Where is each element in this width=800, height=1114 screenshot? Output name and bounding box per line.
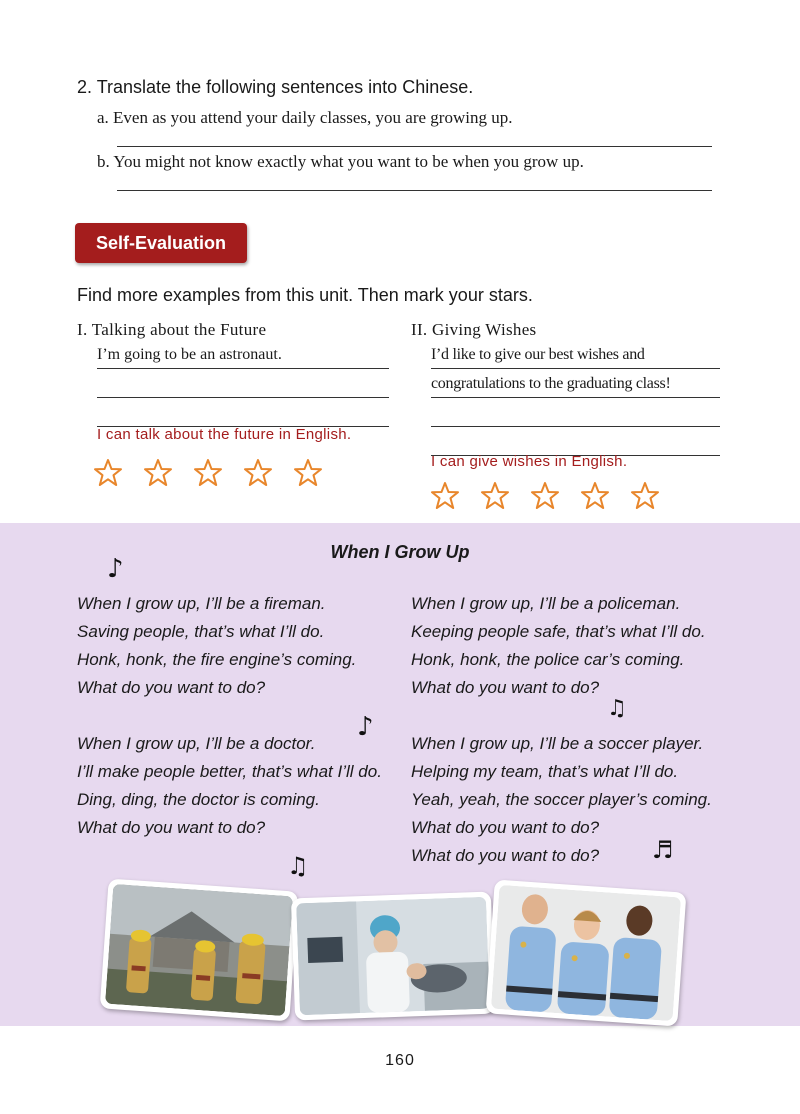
lyric-line: Honk, honk, the fire engine’s coming. [77,650,357,669]
star-icon[interactable] [430,481,460,511]
lyric-line: Honk, honk, the police car’s coming. [411,650,685,669]
example-line[interactable] [431,404,720,427]
star-icon[interactable] [630,481,660,511]
police-officers-illustration [491,885,681,1021]
song-stanza-right-1 [411,590,706,702]
exercise-item-a: a. Even as you attend your daily classes, you are growing up. [97,108,513,127]
section-1-lines [97,346,389,427]
lyric-line: Helping my team, that’s what I’ll do. [411,762,679,781]
lyric-line: Yeah, yeah, the soccer player’s coming. [411,790,712,809]
exercise-title: 2. Translate the following sentences into Chinese. [77,77,474,97]
star-icon[interactable] [93,458,123,488]
firefighters-illustration [105,884,293,1016]
example-line[interactable] [97,375,389,398]
doctor-photo [291,892,495,1021]
example-line[interactable]: I’d like to give our best wishes and [431,346,720,369]
star-rating-1[interactable] [93,458,323,488]
music-notes-icon: ♬ [652,836,674,864]
lyric-line: When I grow up, I’ll be a fireman. [77,594,326,613]
lyric-line: Saving people, that’s what I’ll do. [77,622,325,641]
lyric-line: What do you want to do? [411,678,600,697]
star-icon[interactable] [580,481,610,511]
music-notes-icon: ♫ [607,696,627,721]
section-2-heading: II. Giving Wishes [411,320,537,339]
star-icon[interactable] [243,458,273,488]
song-stanza-left-1 [77,590,356,702]
lyric-line: What do you want to do? [411,818,600,837]
star-rating-2[interactable] [430,481,660,511]
answer-line-b[interactable] [117,190,712,191]
can-do-statement-2: I can give wishes in English. [431,453,628,470]
lyric-line: When I grow up, I’ll be a doctor. [77,734,316,753]
exercise-item-b: b. You might not know exactly what you want to be when you grow up. [97,152,584,171]
star-icon[interactable] [480,481,510,511]
example-line[interactable]: congratulations to the graduating class! [431,375,720,398]
firefighters-photo [100,879,299,1022]
lyric-line: Ding, ding, the doctor is coming. [77,790,320,809]
police-officers-photo [486,879,687,1026]
self-evaluation-instruction: Find more examples from this unit. Then mark your stars. [77,285,533,305]
music-notes-icon: ♫ [287,852,309,880]
section-2-lines [431,346,720,456]
star-icon[interactable] [293,458,323,488]
song-title: When I Grow Up [330,542,470,562]
star-icon[interactable] [530,481,560,511]
section-1-heading: I. Talking about the Future [77,320,267,339]
music-note-icon: ♪ [107,554,124,584]
page-number: 160 [385,1052,415,1069]
answer-line-a[interactable] [117,146,712,147]
lyric-line: What do you want to do? [411,846,600,865]
example-line[interactable] [97,404,389,427]
music-note-icon: ♪ [357,712,374,742]
star-icon[interactable] [193,458,223,488]
example-line[interactable]: I’m going to be an astronaut. [97,346,389,369]
lyric-line: I’ll make people better, that’s what I’ll do. [77,762,382,781]
lyric-line: Keeping people safe, that’s what I’ll do. [411,622,706,641]
can-do-statement-1: I can talk about the future in English. [97,426,352,443]
lyric-line: When I grow up, I’ll be a soccer player. [411,734,704,753]
song-stanza-right-2 [411,730,712,870]
lyric-line: When I grow up, I’ll be a policeman. [411,594,681,613]
self-evaluation-badge: Self-Evaluation [75,223,247,263]
doctor-illustration [296,897,490,1016]
lyric-line: What do you want to do? [77,818,266,837]
song-stanza-left-2 [77,730,382,842]
lyric-line: What do you want to do? [77,678,266,697]
star-icon[interactable] [143,458,173,488]
